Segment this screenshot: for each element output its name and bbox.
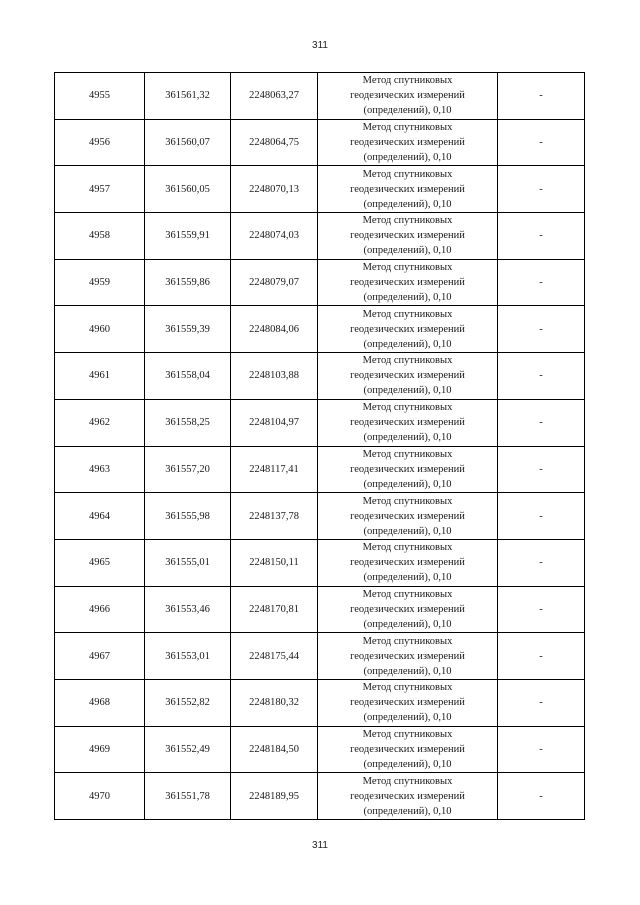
method-cell (318, 73, 498, 120)
method-line: Метод спутниковых (362, 448, 453, 460)
y-coordinate-cell: 2248104,97 (231, 399, 318, 446)
page-number-top: 311 (312, 40, 328, 51)
y-coordinate-cell: 2248079,07 (231, 259, 318, 306)
method-line: (определений), 0,10 (363, 432, 452, 444)
x-coordinate-cell: 361560,07 (145, 119, 231, 166)
method-line: Метод спутниковых (362, 355, 453, 367)
method-cell (318, 259, 498, 306)
table-row (55, 679, 585, 726)
point-number-cell: 4961 (55, 353, 145, 400)
method-cell (318, 213, 498, 260)
point-number-cell: 4962 (55, 399, 145, 446)
method-line: Метод спутниковых (362, 542, 453, 554)
x-coordinate-cell: 361560,05 (145, 166, 231, 213)
method-line: (определений), 0,10 (363, 292, 452, 304)
method-line: Метод спутниковых (362, 635, 453, 647)
table-row (55, 353, 585, 400)
table-row (55, 259, 585, 306)
note-cell: - (498, 493, 585, 540)
method-line: (определений), 0,10 (363, 758, 452, 770)
y-coordinate-cell: 2248180,32 (231, 679, 318, 726)
table-row (55, 446, 585, 493)
method-line: (определений), 0,10 (363, 478, 452, 490)
point-number-cell: 4968 (55, 679, 145, 726)
note-cell: - (498, 539, 585, 586)
method-line: (определений), 0,10 (363, 105, 452, 117)
coordinates-table-body (55, 73, 585, 820)
table-row (55, 306, 585, 353)
table-row (55, 399, 585, 446)
point-number-cell: 4965 (55, 539, 145, 586)
method-line: геодезических измерений (350, 650, 465, 662)
table-row (55, 493, 585, 540)
point-number-cell: 4967 (55, 633, 145, 680)
method-line: геодезических измерений (350, 370, 465, 382)
table-row (55, 773, 585, 820)
table-row (55, 119, 585, 166)
x-coordinate-cell: 361558,25 (145, 399, 231, 446)
note-cell: - (498, 446, 585, 493)
method-line: геодезических измерений (350, 277, 465, 289)
method-cell (318, 446, 498, 493)
method-cell (318, 633, 498, 680)
note-cell: - (498, 166, 585, 213)
method-line: геодезических измерений (350, 230, 465, 242)
method-line: (определений), 0,10 (363, 198, 452, 210)
method-line: (определений), 0,10 (363, 665, 452, 677)
note-cell: - (498, 73, 585, 120)
method-line: геодезических измерений (350, 790, 465, 802)
method-line: (определений), 0,10 (363, 712, 452, 724)
method-line: геодезических измерений (350, 463, 465, 475)
y-coordinate-cell: 2248084,06 (231, 306, 318, 353)
note-cell: - (498, 633, 585, 680)
method-cell (318, 306, 498, 353)
method-line: геодезических измерений (350, 603, 465, 615)
point-number-cell: 4958 (55, 213, 145, 260)
method-line: (определений), 0,10 (363, 525, 452, 537)
x-coordinate-cell: 361557,20 (145, 446, 231, 493)
x-coordinate-cell: 361559,91 (145, 213, 231, 260)
table-row (55, 726, 585, 773)
note-cell: - (498, 119, 585, 166)
point-number-cell: 4960 (55, 306, 145, 353)
table-row (55, 213, 585, 260)
note-cell: - (498, 353, 585, 400)
table-row (55, 73, 585, 120)
y-coordinate-cell: 2248150,11 (231, 539, 318, 586)
point-number-cell: 4966 (55, 586, 145, 633)
note-cell: - (498, 213, 585, 260)
method-line: геодезических измерений (350, 510, 465, 522)
method-line: Метод спутниковых (362, 775, 453, 787)
y-coordinate-cell: 2248175,44 (231, 633, 318, 680)
table-row (55, 633, 585, 680)
method-line: геодезических измерений (350, 697, 465, 709)
y-coordinate-cell: 2248184,50 (231, 726, 318, 773)
y-coordinate-cell: 2248170,81 (231, 586, 318, 633)
method-line: (определений), 0,10 (363, 805, 452, 817)
method-line: (определений), 0,10 (363, 385, 452, 397)
page-number-bottom: 311 (312, 840, 328, 851)
y-coordinate-cell: 2248189,95 (231, 773, 318, 820)
method-line: Метод спутниковых (362, 262, 453, 274)
method-line: Метод спутниковых (362, 215, 453, 227)
x-coordinate-cell: 361551,78 (145, 773, 231, 820)
y-coordinate-cell: 2248074,03 (231, 213, 318, 260)
table-row (55, 586, 585, 633)
method-cell (318, 586, 498, 633)
note-cell: - (498, 399, 585, 446)
method-cell (318, 353, 498, 400)
method-line: геодезических измерений (350, 743, 465, 755)
coordinates-table (54, 72, 585, 820)
method-cell (318, 399, 498, 446)
method-line: Метод спутниковых (362, 308, 453, 320)
method-line: (определений), 0,10 (363, 572, 452, 584)
point-number-cell: 4964 (55, 493, 145, 540)
y-coordinate-cell: 2248103,88 (231, 353, 318, 400)
method-line: геодезических измерений (350, 90, 465, 102)
method-line: (определений), 0,10 (363, 245, 452, 257)
method-cell (318, 166, 498, 213)
y-coordinate-cell: 2248117,41 (231, 446, 318, 493)
x-coordinate-cell: 361561,32 (145, 73, 231, 120)
method-line: геодезических измерений (350, 417, 465, 429)
point-number-cell: 4963 (55, 446, 145, 493)
point-number-cell: 4959 (55, 259, 145, 306)
method-line: Метод спутниковых (362, 168, 453, 180)
method-line: Метод спутниковых (362, 728, 453, 740)
table-row (55, 166, 585, 213)
x-coordinate-cell: 361553,01 (145, 633, 231, 680)
method-line: (определений), 0,10 (363, 152, 452, 164)
method-line: Метод спутниковых (362, 75, 453, 87)
x-coordinate-cell: 361558,04 (145, 353, 231, 400)
method-cell (318, 726, 498, 773)
method-line: (определений), 0,10 (363, 338, 452, 350)
point-number-cell: 4969 (55, 726, 145, 773)
method-line: Метод спутниковых (362, 122, 453, 134)
method-line: Метод спутниковых (362, 402, 453, 414)
y-coordinate-cell: 2248070,13 (231, 166, 318, 213)
method-line: геодезических измерений (350, 137, 465, 149)
method-line: геодезических измерений (350, 557, 465, 569)
y-coordinate-cell: 2248063,27 (231, 73, 318, 120)
method-line: геодезических измерений (350, 323, 465, 335)
x-coordinate-cell: 361553,46 (145, 586, 231, 633)
point-number-cell: 4955 (55, 73, 145, 120)
table-row (55, 539, 585, 586)
y-coordinate-cell: 2248137,78 (231, 493, 318, 540)
method-cell (318, 119, 498, 166)
note-cell: - (498, 679, 585, 726)
note-cell: - (498, 773, 585, 820)
x-coordinate-cell: 361559,86 (145, 259, 231, 306)
x-coordinate-cell: 361559,39 (145, 306, 231, 353)
method-cell (318, 539, 498, 586)
point-number-cell: 4970 (55, 773, 145, 820)
note-cell: - (498, 259, 585, 306)
method-line: Метод спутниковых (362, 588, 453, 600)
x-coordinate-cell: 361555,98 (145, 493, 231, 540)
method-line: (определений), 0,10 (363, 618, 452, 630)
x-coordinate-cell: 361552,82 (145, 679, 231, 726)
method-cell (318, 773, 498, 820)
point-number-cell: 4956 (55, 119, 145, 166)
method-cell (318, 493, 498, 540)
method-line: Метод спутниковых (362, 495, 453, 507)
note-cell: - (498, 586, 585, 633)
note-cell: - (498, 726, 585, 773)
note-cell: - (498, 306, 585, 353)
y-coordinate-cell: 2248064,75 (231, 119, 318, 166)
method-line: Метод спутниковых (362, 682, 453, 694)
point-number-cell: 4957 (55, 166, 145, 213)
method-cell (318, 679, 498, 726)
x-coordinate-cell: 361552,49 (145, 726, 231, 773)
method-line: геодезических измерений (350, 183, 465, 195)
x-coordinate-cell: 361555,01 (145, 539, 231, 586)
